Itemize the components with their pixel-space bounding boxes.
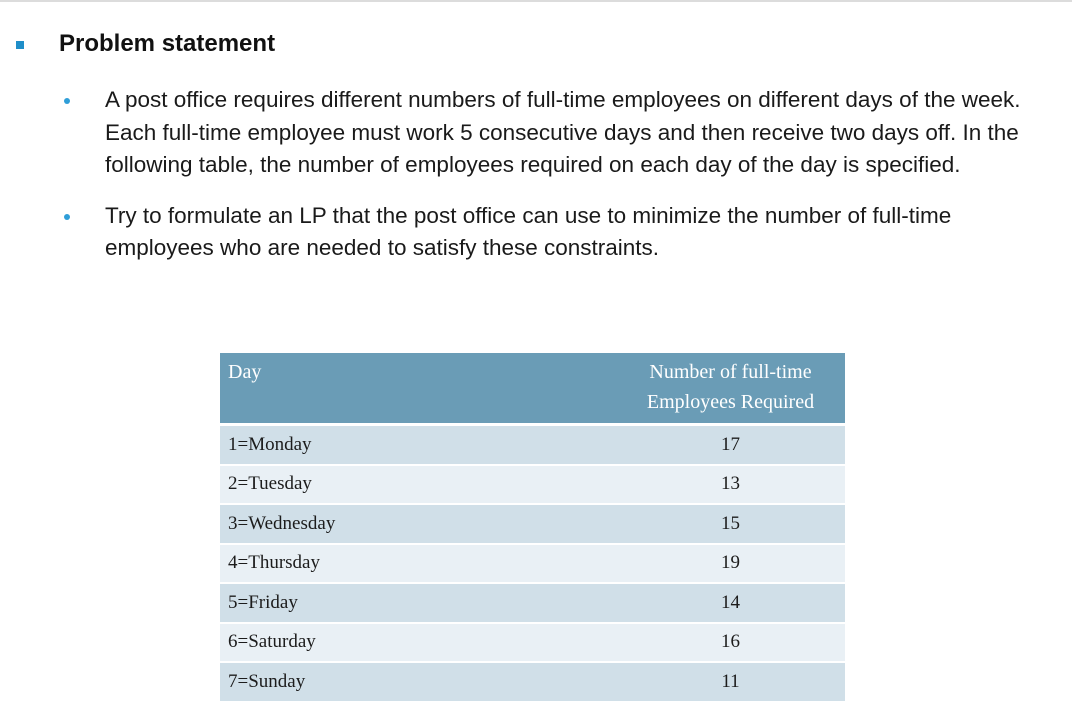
day-cell: 7=Sunday xyxy=(220,662,616,702)
table-row xyxy=(220,425,845,465)
day-cell: 1=Monday xyxy=(220,425,616,465)
day-cell: 4=Thursday xyxy=(220,544,616,584)
table-row xyxy=(220,504,845,544)
bullet-item xyxy=(64,200,1054,265)
bullet-dot-icon xyxy=(64,98,70,104)
bullet-dot-icon xyxy=(64,214,70,220)
day-cell: 5=Friday xyxy=(220,583,616,623)
table-header-row xyxy=(220,353,845,425)
day-cell: 6=Saturday xyxy=(220,623,616,663)
header-employees-required xyxy=(616,353,845,425)
bullet-item xyxy=(64,84,1054,182)
count-cell: 13 xyxy=(616,465,845,505)
table-row xyxy=(220,583,845,623)
count-cell: 11 xyxy=(616,662,845,702)
table-row xyxy=(220,465,845,505)
count-cell: 16 xyxy=(616,623,845,663)
table-row xyxy=(220,544,845,584)
count-cell: 19 xyxy=(616,544,845,584)
bullet-list xyxy=(64,84,1054,283)
header-day: Day xyxy=(220,353,616,425)
day-cell: 3=Wednesday xyxy=(220,504,616,544)
top-divider xyxy=(0,0,1072,2)
table-row xyxy=(220,623,845,663)
requirements-table xyxy=(220,353,845,703)
heading-row xyxy=(16,26,275,62)
header-line-2: Employees Required xyxy=(646,391,815,413)
bullet-text: A post office requires different numbers of full-time employees on different days of the week. Each full-time employee must work 5 consecutive days and then receive two days off. In the following table, the number of employees required on each day of the day is specified. xyxy=(105,87,1021,177)
day-cell: 2=Tuesday xyxy=(220,465,616,505)
count-cell: 17 xyxy=(616,425,845,465)
table-row xyxy=(220,662,845,702)
header-line-1: Number of full-time xyxy=(649,361,812,383)
count-cell: 14 xyxy=(616,583,845,623)
bullet-text: Try to formulate an LP that the post office can use to minimize the number of full-time employees who are needed to satisfy these constraints. xyxy=(105,202,952,260)
square-bullet-icon xyxy=(16,41,24,49)
requirements-table-container xyxy=(220,353,845,703)
section-heading: Problem statement xyxy=(59,30,276,57)
count-cell: 15 xyxy=(616,504,845,544)
